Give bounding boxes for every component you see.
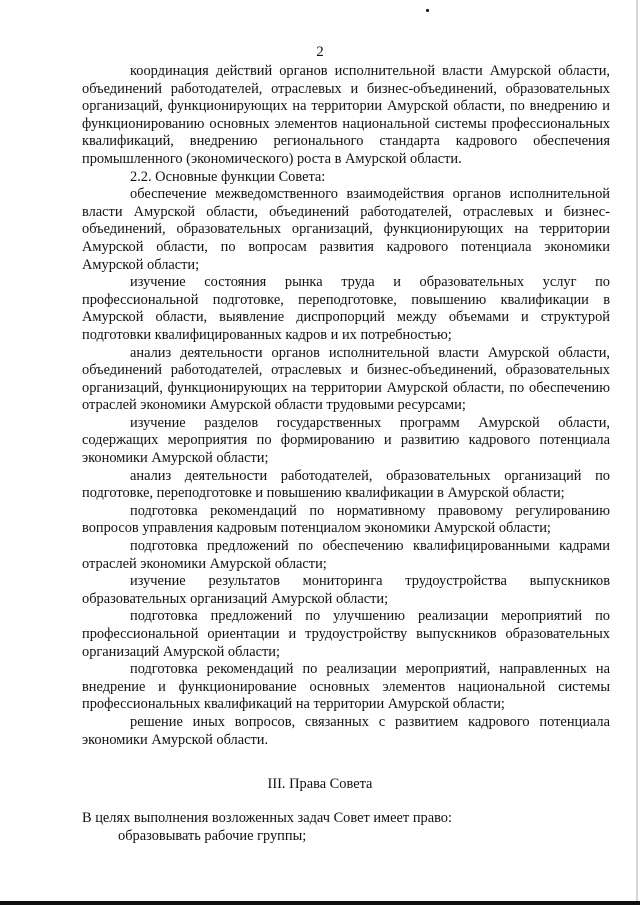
- function-item: обеспечение межведомственного взаимодействия органов исполнительной власти Амурской области, объединений работодателей, отраслевых и бизнес-объединений, образовательных организаций, функционирующих на территории Амурской области, по вопросам развития кадрового потенциала экономики Амурской области;: [82, 186, 610, 273]
- scan-speck: [426, 9, 429, 12]
- function-item: изучение разделов государственных программ Амурской области, содержащих мероприятия по формированию и развитию кадрового потенциала экономики Амурской области;: [82, 414, 610, 467]
- function-item: изучение результатов мониторинга трудоустройства выпускников образовательных организаций Амурской области;: [82, 573, 610, 607]
- rights-item: образовывать рабочие группы;: [118, 827, 307, 844]
- rights-section: [82, 810, 610, 845]
- function-item: анализ деятельности работодателей, образовательных организаций по подготовке, переподготовке и повышению квалификации в Амурской области;: [82, 467, 610, 502]
- function-item: подготовка рекомендаций по реализации мероприятий, направленных на внедрение и функционирование основных элементов национальной системы профессиональных квалификаций на территории Амурской области;: [82, 661, 610, 713]
- function-item: анализ деятельности органов исполнительной власти Амурской области, объединений работодателей, отраслевых и бизнес-объединений, образовательных организаций, функционирующих на территории Амурской области, по обеспечению отраслей экономики Амурской области трудовыми ресурсами;: [82, 344, 610, 414]
- scan-edge: [636, 0, 638, 905]
- rights-intro: В целях выполнения возложенных задач Совет имеет право:: [82, 810, 452, 826]
- function-item: решение иных вопросов, связанных с развитием кадрового потенциала экономики Амурской области.: [82, 713, 610, 748]
- scan-bottom-edge: [0, 901, 640, 905]
- section-title: III. Права Совета: [267, 776, 373, 792]
- paragraph-coordination: координация действий органов исполнительной власти Амурской области, объединений работодателей, отраслевых и бизнес-объединений, образовательных организаций, функционирующих на территории Амурской области, по внедрению и функционированию основных элементов национальной системы профессиональных квалификаций, внедрению регионального стандарта кадрового обеспечения промышленного (экономического) роста в Амурской области.: [82, 63, 610, 167]
- function-item: подготовка предложений по обеспечению квалифицированными кадрами отраслей экономики Амурской области;: [82, 538, 610, 572]
- document-body: [82, 63, 610, 749]
- subsection-heading-functions: 2.2. Основные функции Совета:: [130, 168, 326, 185]
- page-number: 2: [316, 44, 324, 60]
- function-item: изучение состояния рынка труда и образовательных услуг по профессиональной подготовке, переподготовке, повышению квалификации в Амурской области, выявление диспропорций между объемами и структурой подготовки квалифицированных кадров и их потребностью;: [82, 274, 610, 343]
- function-item: подготовка рекомендаций по нормативному правовому регулированию вопросов управления кадровым потенциалом экономики Амурской области;: [82, 502, 610, 537]
- function-item: подготовка предложений по улучшению реализации мероприятий по профессиональной ориентации и трудоустройству выпускников образовательных организаций Амурской области;: [82, 608, 610, 660]
